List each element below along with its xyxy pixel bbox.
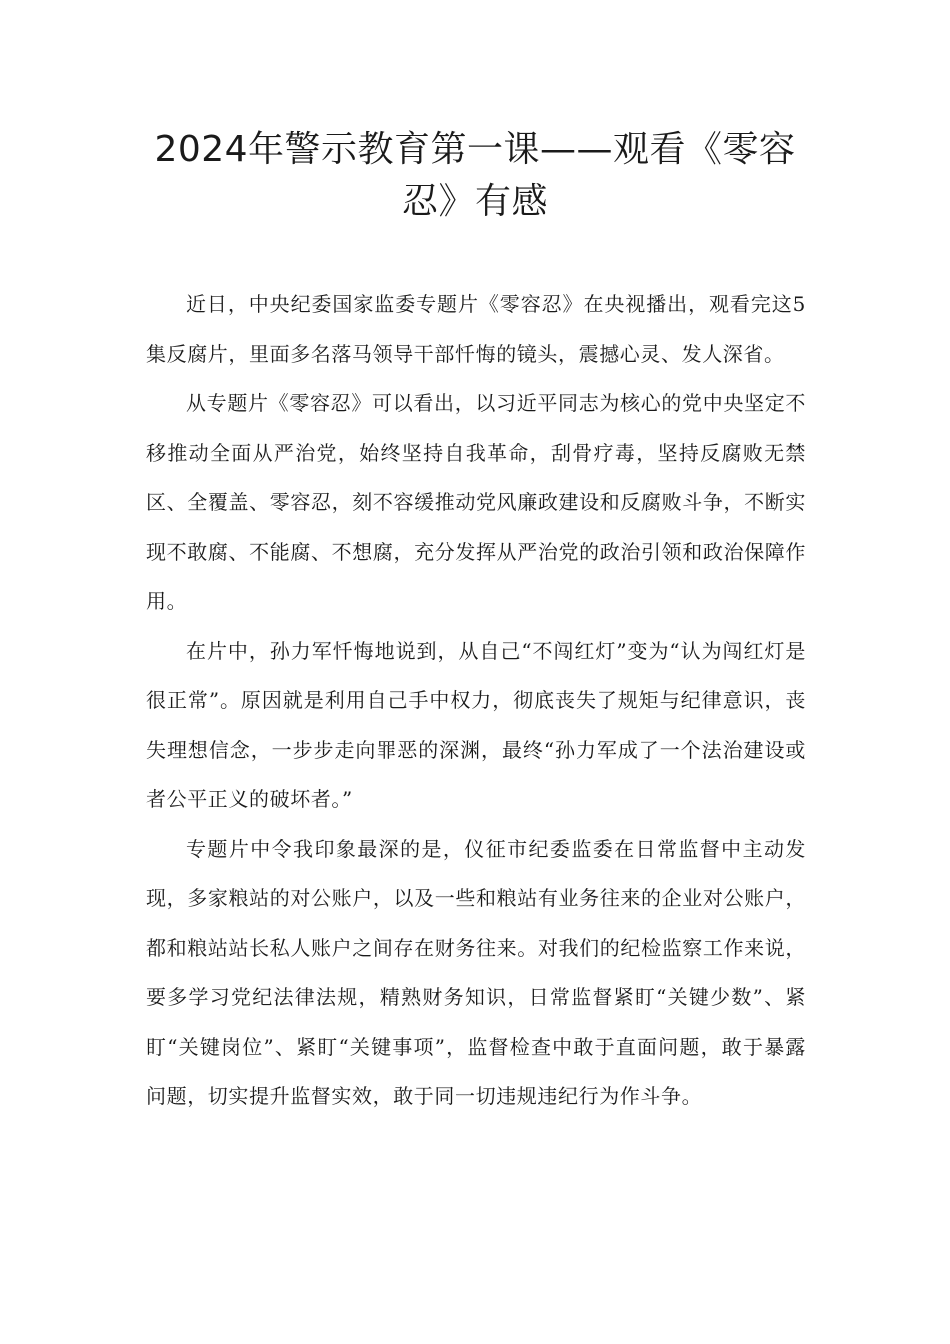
title-line-2: 忍》有感 [401,181,548,222]
paragraph-2: 从专题片《零容忍》可以看出，以习近平同志为核心的党中央坚定不移推动全面从严治党，始终坚持自我革命，刮骨疗毒，坚持反腐败无禁区、全覆盖、零容忍，刻不容缓推动党风廉政建设和反腐败斗争，不断实现不敢腐、不能腐、不想腐，充分发挥从严治党的政治引领和政治保障作用。 [146,391,806,613]
paragraph-3: 在片中，孙力军忏悔地说到，从自己“不闯红灯”变为“认为闯红灯是很正常”。原因就是利用自己手中权力，彻底丧失了规矩与纪律意识，丧失理想信念，一步步走向罪恶的深渊，最终“孙力军成了一个法治建设或者公平正义的破坏者。” [146,638,806,811]
title-line-1: 2024年警示教育第一课——观看《零容 [154,129,796,170]
document-body [146,280,806,1122]
paragraph-4: 专题片中令我印象最深的是，仪征市纪委监委在日常监督中主动发现，多家粮站的对公账户，以及一些和粮站有业务往来的企业对公账户，都和粮站站长私人账户之间存在财务往来。对我们的纪检监察工作来说，要多学习党纪法律法规，精熟财务知识，日常监督紧盯“关键少数”、紧盯“关键岗位”、紧盯“关键事项”，监督检查中敢于直面问题，敢于暴露问题，切实提升监督实效，敢于同一切违规违纪行为作斗争。 [146,836,806,1108]
document-title [140,124,810,228]
paragraph-1: 近日，中央纪委国家监委专题片《零容忍》在央视播出，观看完这5集反腐片，里面多名落马领导干部忏悔的镜头，震撼心灵、发人深省。 [146,292,806,366]
